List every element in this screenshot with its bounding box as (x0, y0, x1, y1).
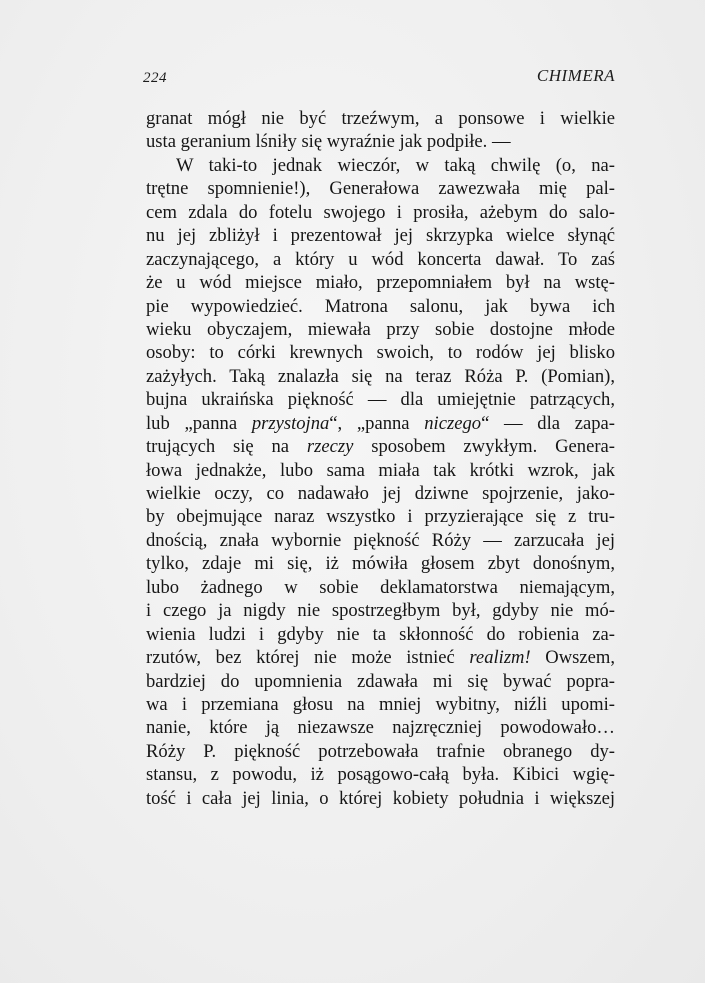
text-segment: usta geranium lśniły się wyraźnie jak podpiłe. — (146, 131, 511, 153)
text-segment: wa i przemiana głosu na mniej wybitny, niźli upomi- (146, 693, 615, 715)
text-segment: tość i cała jej linia, o której kobiety południa i większej (146, 787, 615, 809)
text-segment: “, „panna (329, 412, 425, 434)
text-line (146, 623, 615, 646)
text-segment: dnością, znała wybornie piękność Róży — zarzucała jej (146, 529, 615, 551)
text-line (146, 248, 615, 271)
text-segment: osoby: to córki krewnych swoich, to rodów jej blisko (146, 342, 615, 364)
text-line (146, 295, 615, 318)
text-line (146, 201, 615, 224)
text-segment: lubo żadnego w sobie deklamatorstwa niemającym, (146, 576, 615, 598)
text-line (146, 599, 615, 622)
text-segment: zaczynającego, a który u wód koncerta dawał. To zaś (146, 248, 615, 270)
text-line (146, 787, 615, 810)
text-line (146, 271, 615, 294)
text-segment: W taki-to jednak wieczór, w taką chwilę (o, na- (176, 154, 615, 176)
italic-text: niczego (424, 412, 482, 434)
text-line (146, 154, 615, 177)
text-segment: bardziej do upomnienia zdawała mi się bywać popra- (146, 670, 615, 692)
body-text (146, 107, 615, 810)
text-segment: nu jej zbliżył i prezentował jej skrzypka wielce słynąć (146, 225, 615, 247)
text-segment: lub „panna (146, 412, 252, 434)
text-line (146, 130, 615, 153)
text-line (146, 459, 615, 482)
text-segment: stansu, z powodu, iż posągowo-całą była. Kibici wgię- (146, 764, 615, 786)
text-segment: wielkie oczy, co nadawało jej dziwne spojrzenie, jako- (146, 483, 615, 504)
text-line (146, 224, 615, 247)
text-segment: nanie, które ją niezawsze najzręczniej powodowało… (146, 717, 615, 739)
text-segment: rzutów, bez której nie może istnieć (146, 647, 470, 669)
italic-text: przystojna (251, 412, 330, 434)
text-segment: trętne spomnienie!), Generałowa zawezwała mię pal- (146, 178, 615, 200)
text-segment: zażyłych. Taką znalazła się na teraz Róża P. (Pomian), (146, 365, 615, 387)
text-line (146, 482, 615, 505)
text-line (146, 388, 615, 411)
text-segment: łowa jednakże, lubo sama miała tak krótki wzrok, jak (146, 459, 615, 481)
text-line (146, 435, 615, 458)
text-line (146, 740, 615, 763)
text-segment: bujna ukraińska piękność — dla umiejętnie patrzących, (146, 389, 615, 411)
text-line (146, 693, 615, 716)
text-segment: sposobem zwykłym. Genera- (353, 436, 615, 458)
text-line (146, 576, 615, 599)
text-line (146, 341, 615, 364)
italic-text: rzeczy (306, 436, 354, 458)
page-number: 224 (143, 70, 167, 86)
text-segment: granat mógł nie być trzeźwym, a ponsowe i wielkie (146, 108, 615, 129)
text-line (146, 670, 615, 693)
text-line (146, 107, 615, 130)
text-line (146, 505, 615, 528)
text-segment: trujących się na (146, 436, 307, 458)
text-line (146, 552, 615, 575)
text-line (146, 529, 615, 552)
text-segment: Owszem, (530, 647, 615, 669)
text-segment: cem zdala do fotelu swojego i prosiła, ażebym do salo- (146, 201, 615, 223)
text-segment: wieku obyczajem, miewała przy sobie dostojne młode (146, 318, 615, 340)
text-line (146, 318, 615, 341)
text-segment: by obejmujące naraz wszystko i przyzierające się z tru- (146, 506, 615, 528)
text-segment: że u wód miejsce miało, przepomniałem był na wstę- (146, 272, 615, 294)
running-title: CHIMERA (536, 66, 615, 85)
text-segment: wienia ludzi i gdyby nie ta skłonność do robienia za- (146, 623, 615, 645)
text-line (146, 177, 615, 200)
text-segment: i czego ja nigdy nie spostrzegłbym był, gdyby nie mó- (146, 600, 615, 622)
text-line (146, 412, 615, 435)
text-line (146, 365, 615, 388)
text-segment: “ — dla zapa- (481, 412, 615, 434)
text-segment: tylko, zdaje mi się, iż mówiła głosem zbyt donośnym, (146, 553, 615, 575)
text-segment: Róży P. piękność potrzebowała trafnie obranego dy- (146, 740, 615, 762)
italic-text: realizm! (469, 647, 531, 669)
text-segment: pie wypowiedzieć. Matrona salonu, jak bywa ich (146, 295, 615, 317)
text-line (146, 763, 615, 786)
text-line (146, 646, 615, 669)
running-head (143, 66, 615, 88)
text-line (146, 716, 615, 739)
